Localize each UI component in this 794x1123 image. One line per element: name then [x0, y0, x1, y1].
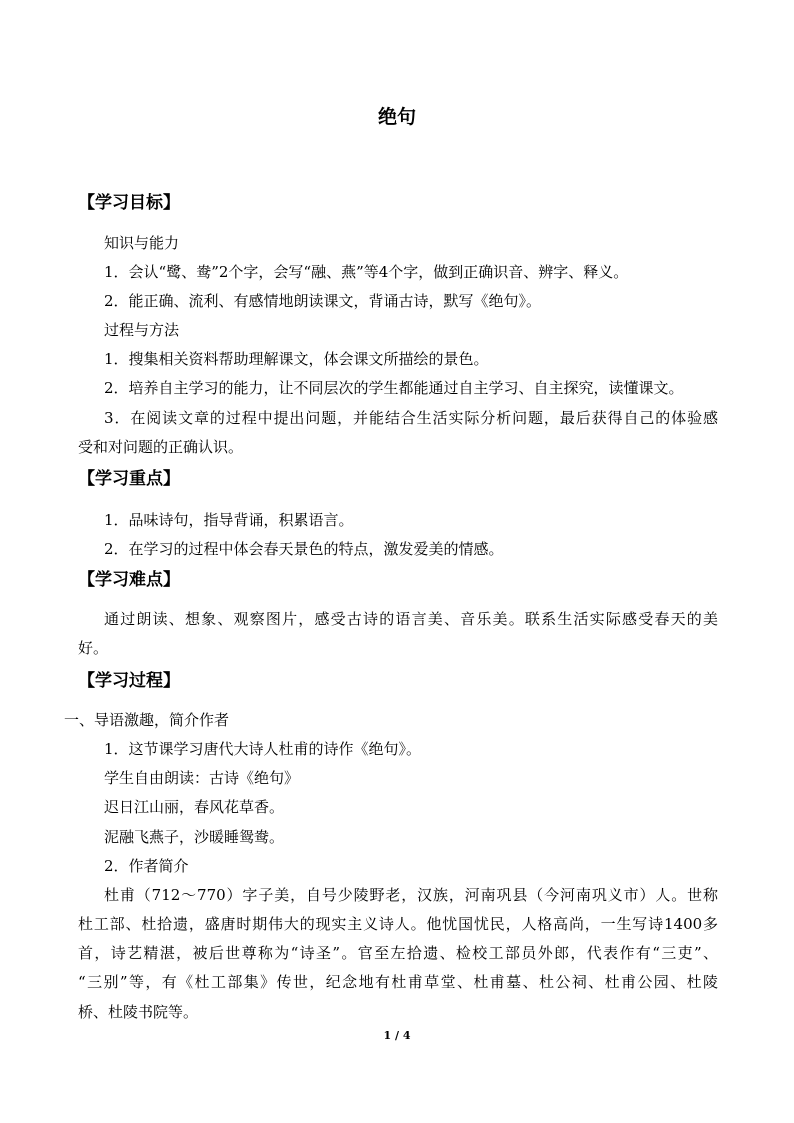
- section-heading-key: 【学习重点】: [78, 469, 180, 489]
- goal-item-continued: 受和对问题的正确认识。: [78, 438, 244, 456]
- section-heading-difficulty: 【学习难点】: [78, 570, 180, 590]
- section-heading-process: 【学习过程】: [78, 671, 180, 691]
- goal-item: 1．会认“鹭、鸯”2个字，会写“融、燕”等4个字，做到正确识音、辨字、释义。: [104, 263, 629, 281]
- author-bio: 杜甫（712～770）字子美，自号少陵野老，汉族，河南巩县（今河南巩义市）人。世称: [104, 886, 718, 904]
- page-title: 绝句: [377, 106, 416, 128]
- poem-line: 迟日江山丽，春风花草香。: [104, 798, 285, 816]
- goal-item: 3．在阅读文章的过程中提出问题，并能结合生活实际分析问题，最后获得自己的体验感: [104, 409, 718, 427]
- process-line: 学生自由朗读：古诗《绝句》: [104, 769, 300, 787]
- poem-line: 泥融飞燕子，沙暖睡鸳鸯。: [104, 828, 285, 846]
- key-item: 2．在学习的过程中体会春天景色的特点，激发爱美的情感。: [104, 540, 504, 558]
- author-bio: “三别”等，有《杜工部集》传世，纪念地有杜甫草堂、杜甫墓、杜公祠、杜甫公园、杜陵: [78, 973, 718, 991]
- author-bio: 杜工部、杜拾遗，盛唐时期伟大的现实主义诗人。他忧国忧民，人格高尚，一生写诗1400多: [78, 915, 718, 933]
- subheading-knowledge: 知识与能力: [104, 234, 180, 252]
- goal-item: 2．培养自主学习的能力，让不同层次的学生都能通过自主学习、自主探究，读懂课文。: [104, 379, 684, 397]
- section-heading-goals: 【学习目标】: [78, 193, 180, 213]
- page-number: 1 / 4: [383, 1029, 411, 1042]
- goal-item: 2．能正确、流利、有感情地朗读课文，背诵古诗，默写《绝句》。: [104, 292, 542, 310]
- difficulty-text: 通过朗读、想象、观察图片，感受古诗的语言美、音乐美。联系生活实际感受春天的美: [104, 610, 718, 628]
- author-bio: 桥、杜陵书院等。: [78, 1003, 199, 1021]
- goal-item: 1．搜集相关资料帮助理解课文，体会课文所描绘的景色。: [104, 350, 489, 368]
- process-line: 1．这节课学习唐代大诗人杜甫的诗作《绝句》。: [104, 740, 422, 758]
- difficulty-text-continued: 好。: [78, 639, 109, 657]
- key-item: 1．品味诗句，指导背诵，积累语言。: [104, 511, 354, 529]
- process-part-title: 一、导语激趣，简介作者: [64, 711, 230, 729]
- process-line: 2．作者简介: [104, 857, 189, 875]
- author-bio: 首，诗艺精湛，被后世尊称为“诗圣”。官至左拾遗、检校工部员外郎，代表作有“三吏”、: [78, 944, 718, 962]
- subheading-process: 过程与方法: [104, 321, 180, 339]
